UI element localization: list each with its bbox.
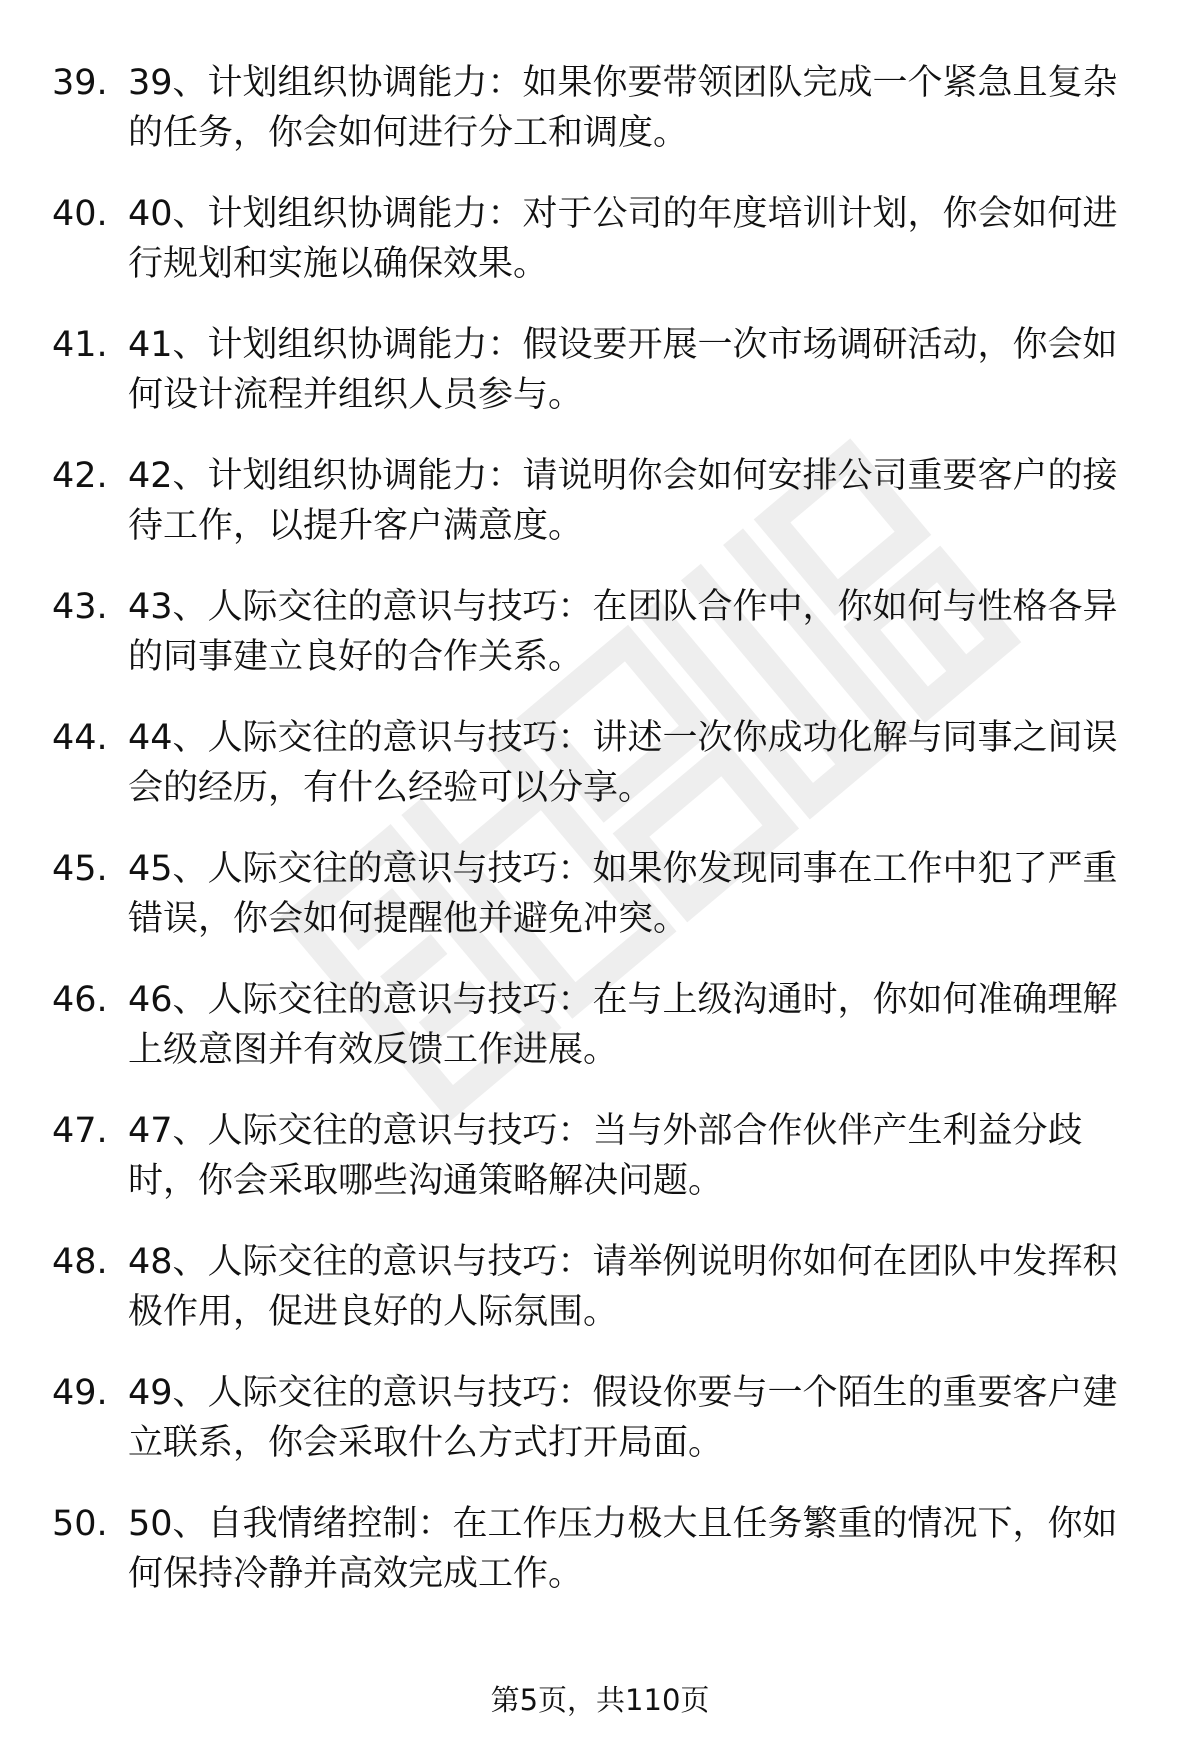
question-text: 43、人际交往的意识与技巧：在团队合作中，你如何与性格各异的同事建立良好的合作关系。	[128, 587, 1118, 677]
question-item	[0, 975, 1200, 1106]
question-number: 48.	[52, 1242, 108, 1282]
question-item	[0, 1106, 1200, 1237]
question-number: 39.	[52, 63, 108, 103]
page-number-footer: 第5页，共110页	[490, 1683, 710, 1717]
question-item	[0, 713, 1200, 844]
question-text: 48、人际交往的意识与技巧：请举例说明你如何在团队中发挥积极作用，促进良好的人际氛围。	[128, 1242, 1118, 1332]
question-item	[0, 320, 1200, 451]
question-text: 50、自我情绪控制：在工作压力极大且任务繁重的情况下，你如何保持冷静并高效完成工作。	[128, 1504, 1118, 1594]
question-text: 46、人际交往的意识与技巧：在与上级沟通时，你如何准确理解上级意图并有效反馈工作进展。	[128, 980, 1118, 1070]
question-item	[0, 844, 1200, 975]
question-number: 46.	[52, 980, 108, 1020]
question-text: 44、人际交往的意识与技巧：讲述一次你成功化解与同事之间误会的经历，有什么经验可以分享。	[128, 718, 1118, 808]
question-number: 44.	[52, 718, 108, 758]
question-text: 41、计划组织协调能力：假设要开展一次市场调研活动，你会如何设计流程并组织人员参与。	[128, 325, 1118, 415]
question-text: 42、计划组织协调能力：请说明你会如何安排公司重要客户的接待工作，以提升客户满意度。	[128, 456, 1118, 546]
question-item	[0, 1499, 1200, 1630]
question-number: 43.	[52, 587, 108, 627]
question-item	[0, 582, 1200, 713]
question-item	[0, 58, 1200, 189]
question-item	[0, 1237, 1200, 1368]
question-number: 45.	[52, 849, 108, 889]
question-text: 45、人际交往的意识与技巧：如果你发现同事在工作中犯了严重错误，你会如何提醒他并避免冲突。	[128, 849, 1118, 939]
question-number: 42.	[52, 456, 108, 496]
question-text: 40、计划组织协调能力：对于公司的年度培训计划，你会如何进行规划和实施以确保效果。	[128, 194, 1118, 284]
question-list	[0, 58, 1200, 1630]
question-text: 39、计划组织协调能力：如果你要带领团队完成一个紧急且复杂的任务，你会如何进行分工和调度。	[128, 63, 1118, 153]
question-text: 47、人际交往的意识与技巧：当与外部合作伙伴产生利益分歧时，你会采取哪些沟通策略解决问题。	[128, 1111, 1083, 1201]
question-number: 49.	[52, 1373, 108, 1413]
question-number: 50.	[52, 1504, 108, 1544]
question-item	[0, 189, 1200, 320]
question-item	[0, 1368, 1200, 1499]
question-number: 40.	[52, 194, 108, 234]
question-number: 41.	[52, 325, 108, 365]
question-number: 47.	[52, 1111, 108, 1151]
question-text: 49、人际交往的意识与技巧：假设你要与一个陌生的重要客户建立联系，你会采取什么方式打开局面。	[128, 1373, 1118, 1463]
question-item	[0, 451, 1200, 582]
